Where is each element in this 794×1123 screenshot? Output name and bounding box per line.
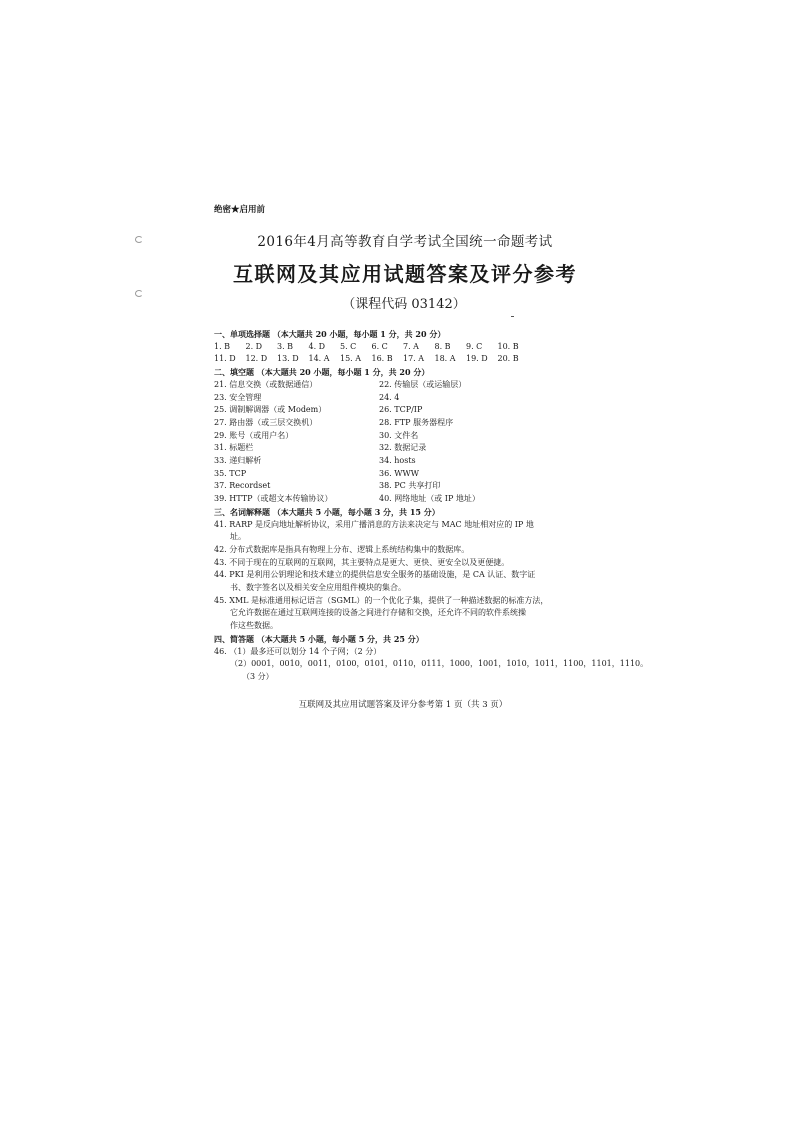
list-item: 43. 不同于现在的互联网的互联网，其主要特点是更大、更快、更安全以及更便捷。 [214,557,510,567]
answer-row [214,493,559,506]
section-heading-short-answer: 四、简答题 （本大题共 5 小题，每小题 5 分，共 25 分） [214,633,424,644]
answer-cell: 21. 信息交换（或数据通信） [214,379,318,389]
answer-cell: 5. C [340,341,357,351]
list-item-continuation: 址。 [230,532,246,542]
list-item-continuation: （3 分） [242,671,274,681]
answer-cell: 3. B [277,341,294,351]
answer-cell: 16. B [371,354,393,364]
answer-cell: 11. D [214,354,236,364]
answer-cell: 2. D [245,341,263,351]
answer-cell: 34. hosts [379,456,416,466]
answer-cell: 40. 网络地址（或 IP 地址） [379,494,480,504]
answer-cell: 27. 路由器（或三层交换机） [214,417,318,427]
course-code: （课程代码 03142） [342,297,466,312]
answer-row [214,480,559,493]
list-item-continuation: 它允许数据在通过互联网连接的设备之间进行存储和交换，还允许不同的软件系统操 [230,608,526,618]
page-title: 互联网及其应用试题答案及评分参考 [233,262,577,286]
answer-cell: 10. B [497,341,519,351]
answer-row [214,392,559,405]
answer-cell: 29. 账号（或用户名） [214,430,294,440]
list-item-continuation: 书、数字签名以及相关安全应用组件模块的集合。 [230,583,406,593]
list-item: 45. XML 是标准通用标记语言（SGML）的一个优化子集，提供了一种描述数据的标准方法， [214,595,549,605]
list-item-continuation: （2）0001，0010，0011，0100，0101，0110，0111，1000，1001，1010，1011，1100，1101，1110。 [230,659,649,669]
answer-cell: 28. FTP 服务器程序 [379,417,454,427]
list-item: 42. 分布式数据库是指具有物理上分布、逻辑上系统结构集中的数据库。 [214,544,470,554]
multiple-choice-answers [214,341,559,366]
answer-cell: 22. 传输层（或运输层） [379,379,467,389]
answer-cell: 24. 4 [379,392,400,402]
answer-cell: 26. TCP/IP [379,405,423,415]
answer-row [214,430,559,443]
answer-cell: 32. 数据记录 [379,443,427,453]
answer-cell: 33. 递归解析 [214,456,262,466]
confidential-label: 绝密★启用前 [214,205,266,215]
answer-cell: 13. D [277,354,299,364]
scan-speck [511,316,514,317]
answer-row [214,404,559,417]
answer-cell: 37. Recordset [214,481,271,491]
short-answer-list [214,646,649,684]
answer-cell: 39. HTTP（或超文本传输协议） [214,494,333,504]
list-item-continuation: 作这些数据。 [230,621,278,631]
answer-cell: 14. A [308,354,330,364]
answer-row [214,442,559,455]
section-heading-multiple-choice: 一、单项选择题 （本大题共 20 小题，每小题 1 分，共 20 分） [214,329,446,339]
list-item: 44. PKI 是利用公钥理论和技术建立的提供信息安全服务的基础设施，是 CA 认证、数字证 [214,570,536,580]
answer-cell: 15. A [340,354,362,364]
answer-cell: 38. PC 共享打印 [379,481,441,491]
answer-row [214,455,559,468]
answer-row [214,353,559,366]
exam-title: 2016年4月高等教育自学考试全国统一命题考试 [257,234,553,250]
answer-cell: 12. D [245,354,268,364]
answer-cell: 1. B [214,341,231,351]
page-footer: 互联网及其应用试题答案及评分参考第 1 页（共 3 页） [298,700,508,710]
answer-row [214,341,559,354]
answer-cell: 36. WWW [379,468,419,478]
answer-content [214,328,649,684]
answer-row [214,468,559,481]
answer-cell: 8. B [434,341,451,351]
answer-cell: 31. 标题栏 [214,443,254,453]
answer-cell: 6. C [371,341,388,351]
list-item: 46. （1）最多还可以划分 14 个子网；（2 分） [214,646,382,656]
answer-cell: 9. C [466,341,483,351]
answer-cell: 25. 调制解调器（或 Modem） [214,405,327,415]
answer-cell: 19. D [466,354,488,364]
fill-blank-answers [214,379,559,506]
section-heading-fill-blank: 二、填空题 （本大题共 20 小题，每小题 1 分，共 20 分） [214,367,430,378]
answer-cell: 20. B [497,354,519,364]
answer-cell: 4. D [308,341,326,351]
answer-cell: 18. A [434,354,456,364]
answer-cell: 23. 安全管理 [214,392,262,402]
answer-row [214,379,559,392]
answer-cell: 7. A [403,341,419,351]
section-heading-term-definitions: 三、名词解释题 （本大题共 5 小题，每小题 3 分，共 15 分） [214,506,440,517]
term-definition-list [214,519,559,633]
list-item: 41. RARP 是反向地址解析协议，采用广播消息的方法来决定与 MAC 地址相对应的 IP 地 [214,519,534,529]
answer-row [214,417,559,430]
answer-cell: 30. 文件名 [379,430,419,440]
answer-cell: 17. A [403,354,425,364]
answer-cell: 35. TCP [214,468,247,478]
